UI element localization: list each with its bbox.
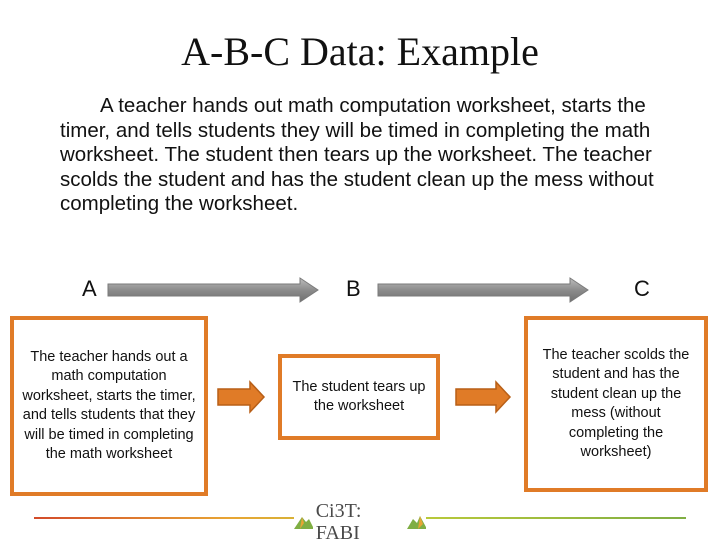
label-consequence: C — [634, 276, 650, 301]
slide-title: A-B-C Data: Example — [181, 29, 539, 74]
gray-arrow-b-to-c — [378, 278, 588, 302]
mountain-icon — [294, 514, 313, 530]
consequence-text: The teacher scolds the student and has the student clean up the mess (without completing the worksheet) — [542, 346, 690, 460]
antecedent-text: The teacher hands out a math computation worksheet, starts the timer, and tells students that they will be timed in completing the math worksheet — [22, 348, 196, 462]
scenario-paragraph: A teacher hands out math computation worksheet, starts the timer, and tells students they will be timed in completing the math worksheet. The student then tears up the worksheet. The teacher scolds the student and has the student clean up the mess without completing the worksheet. — [60, 94, 654, 215]
mountain-icon-right — [407, 514, 426, 530]
logo-text: Ci3T: FABI — [315, 500, 362, 544]
consequence-box — [524, 316, 708, 492]
antecedent-box — [10, 316, 208, 496]
behavior-text: The student tears up the worksheet — [292, 378, 426, 414]
behavior-box — [278, 354, 440, 440]
ci3t-fabi-logo — [294, 500, 426, 544]
label-antecedent: A — [82, 276, 97, 301]
orange-arrow-b-to-c — [456, 382, 510, 412]
gray-arrow-a-to-b — [108, 278, 318, 302]
label-behavior: B — [346, 276, 361, 301]
orange-arrow-a-to-b — [218, 382, 264, 412]
